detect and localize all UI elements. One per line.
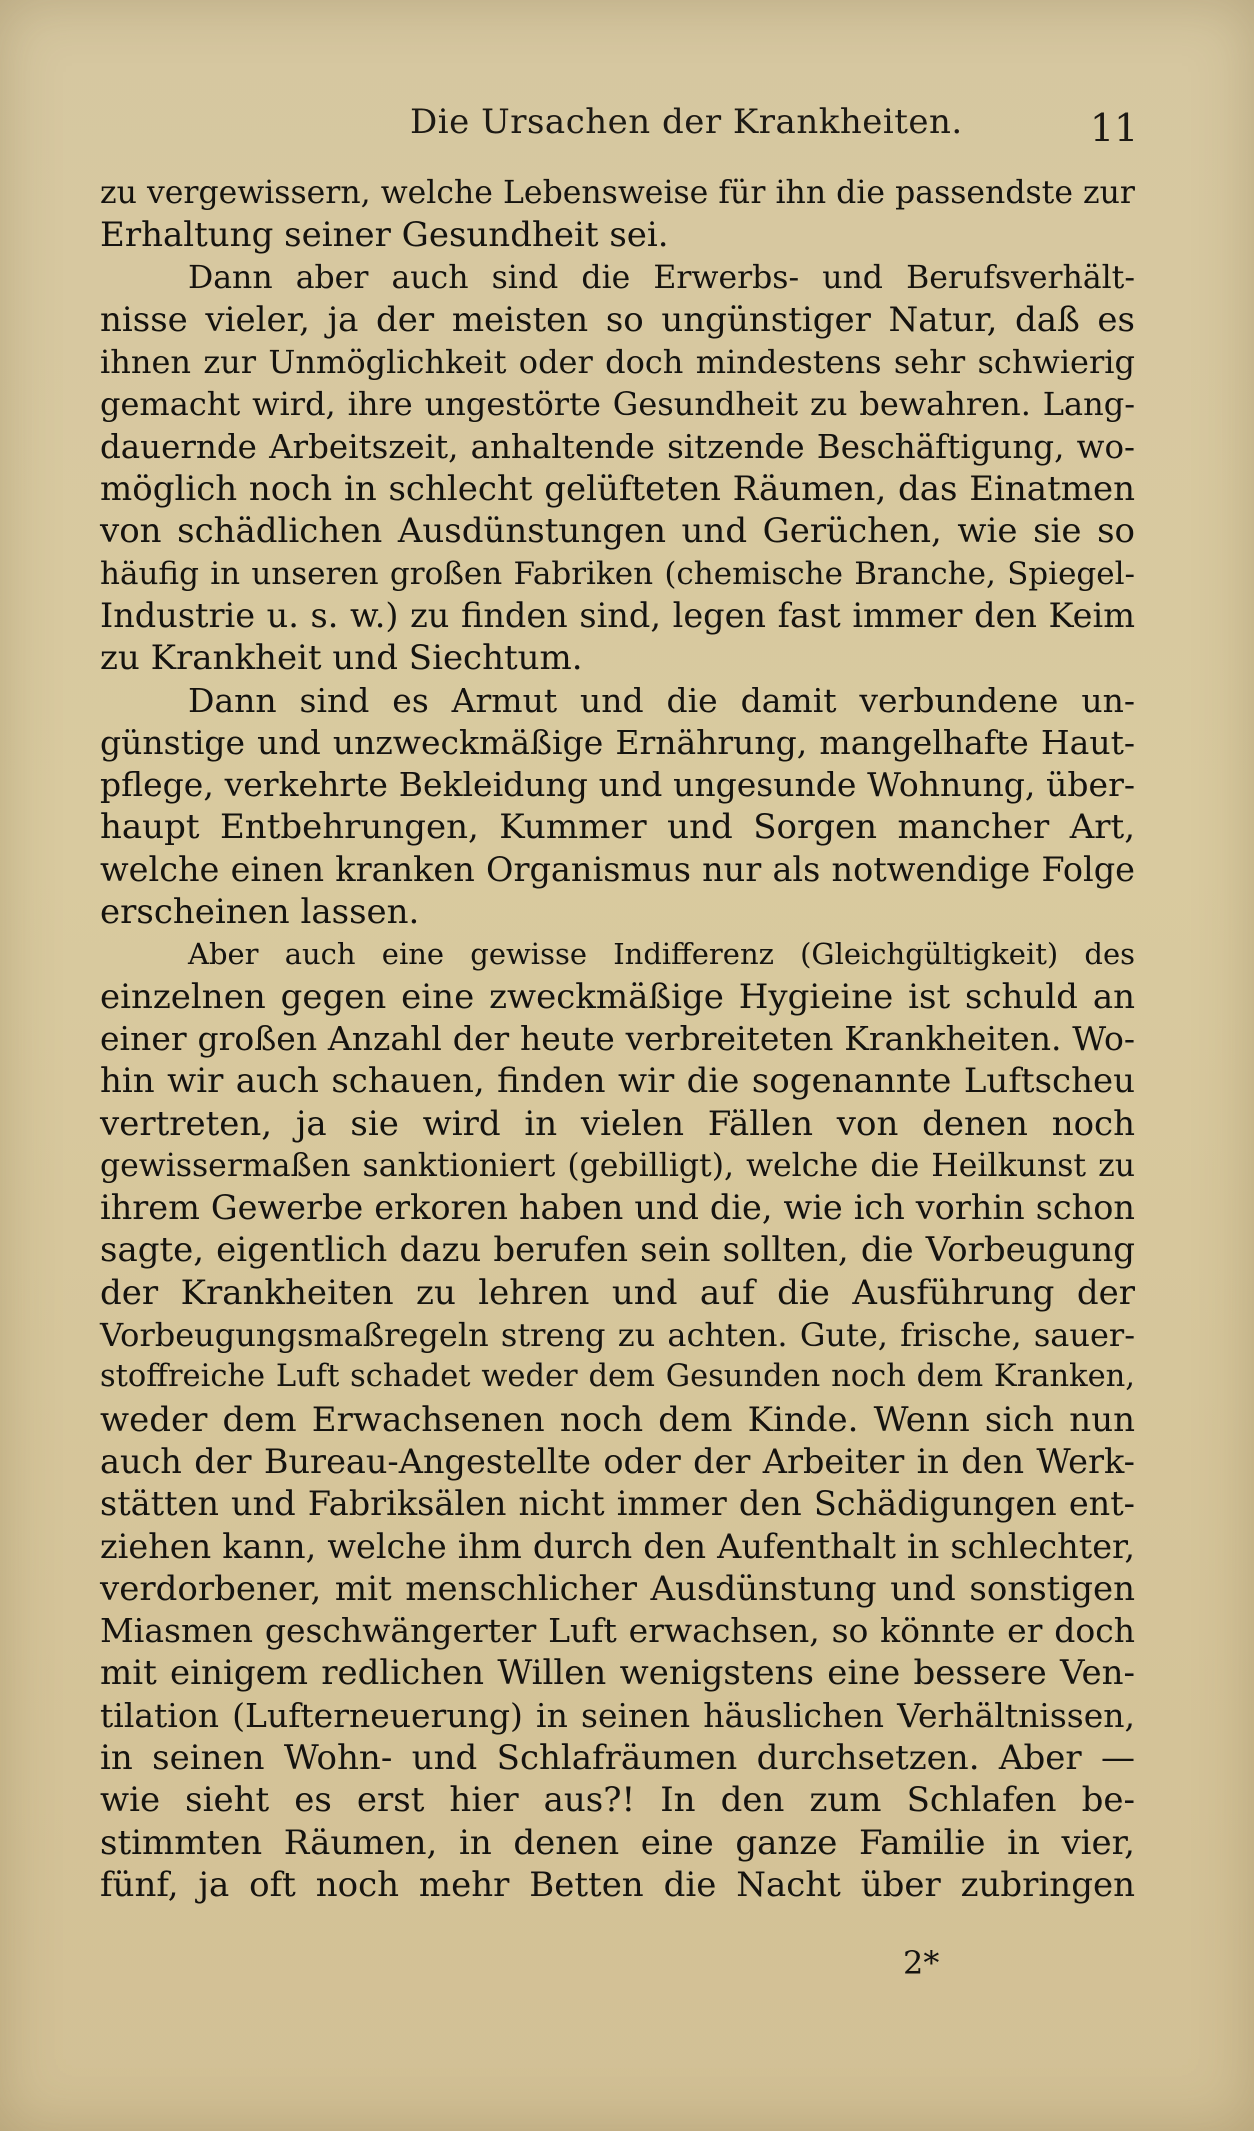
body-text [100, 172, 1135, 1906]
text-line: weder dem Erwachsenen noch dem Kinde. Wenn sich nun [100, 1399, 1135, 1440]
text-line: stimmten Räumen, in denen eine ganze Familie in vier, [100, 1822, 1135, 1863]
text-line: haupt Entbehrungen, Kummer und Sorgen mancher Art, [100, 807, 1135, 848]
running-head [0, 100, 1254, 160]
text-line: mit einigem redlichen Willen wenigstens eine bessere Ven- [100, 1653, 1135, 1694]
text-line: Aber auch eine gewisse Indifferenz (Gleichgültigkeit) des [188, 937, 1135, 972]
text-line: der Krankheiten zu lehren und auf die Ausführung der [100, 1272, 1135, 1313]
text-line: Dann sind es Armut und die damit verbundene un- [188, 680, 1135, 720]
running-title: Die Ursachen der Krankheiten. [410, 102, 963, 142]
signature-mark: 2* [903, 1944, 940, 1982]
text-line: hin wir auch schauen, finden wir die sogenannte Luftscheu [100, 1061, 1135, 1102]
text-line: Miasmen geschwängerter Luft erwachsen, so könnte er doch [100, 1611, 1135, 1651]
text-line: erscheinen lassen. [100, 892, 420, 933]
text-line: ihnen zur Unmöglichkeit oder doch mindestens sehr schwierig [100, 343, 1135, 382]
text-line: stoffreiche Luft schadet weder dem Gesunden noch dem Kranken, [100, 1359, 1135, 1395]
text-line: häufig in unseren großen Fabriken (chemische Branche, Spiegel- [100, 555, 1135, 592]
text-line: möglich noch in schlecht gelüfteten Räumen, das Einatmen [100, 469, 1135, 510]
page-number: 11 [1090, 106, 1139, 150]
text-line: Industrie u. s. w.) zu finden sind, legen fast immer den Keim [100, 595, 1135, 635]
text-line: von schädlichen Ausdünstungen und Gerüchen, wie sie so [100, 511, 1135, 552]
text-line: gemacht wird, ihre ungestörte Gesundheit zu bewahren. Lang- [100, 385, 1135, 424]
text-line: einzelnen gegen eine zweckmäßige Hygieine ist schuld an [100, 976, 1135, 1017]
text-line: zu vergewissern, welche Lebensweise für ihn die passendste zur [100, 175, 1135, 211]
text-line: pflege, verkehrte Bekleidung und ungesunde Wohnung, über- [100, 765, 1135, 805]
text-line: dauernde Arbeitszeit, anhaltende sitzende Beschäftigung, wo- [100, 427, 1135, 466]
text-line: Vorbeugungsmaßregeln streng zu achten. Gute, frische, sauer- [100, 1316, 1135, 1355]
text-line: auch der Bureau-Angestellte oder der Arbeiter in den Werk- [100, 1441, 1135, 1481]
text-line: sagte, eigentlich dazu berufen sein sollten, die Vorbeugung [100, 1230, 1135, 1271]
text-line: zu Krankheit und Siechtum. [100, 638, 583, 679]
text-line: ihrem Gewerbe erkoren haben und die, wie ich vorhin schon [100, 1188, 1135, 1228]
text-line: tilation (Lufterneuerung) in seinen häuslichen Verhältnissen, [100, 1695, 1135, 1735]
text-line: fünf, ja oft noch mehr Betten die Nacht über zubringen [100, 1864, 1135, 1905]
text-line: Dann aber auch sind die Erwerbs- und Berufsverhält- [188, 259, 1135, 296]
text-line: günstige und unzweckmäßige Ernährung, mangelhafte Haut- [100, 722, 1135, 762]
text-line: ziehen kann, welche ihm durch den Aufenthalt in schlechter, [100, 1526, 1135, 1566]
text-line: vertreten, ja sie wird in vielen Fällen von denen noch [100, 1103, 1135, 1144]
text-line: verdorbener, mit menschlicher Ausdünstung und sonstigen [100, 1568, 1135, 1609]
text-line: nisse vieler, ja der meisten so ungünstiger Natur, daß es [100, 299, 1135, 340]
text-line: wie sieht es erst hier aus?! In den zum Schlafen be- [100, 1780, 1135, 1821]
text-line: Erhaltung seiner Gesundheit sei. [100, 215, 669, 256]
text-line: gewissermaßen sanktioniert (gebilligt), welche die Heilkunst zu [100, 1147, 1135, 1184]
text-line: einer großen Anzahl der heute verbreiteten Krankheiten. Wo- [100, 1018, 1135, 1058]
text-line: welche einen kranken Organismus nur als notwendige Folge [100, 849, 1135, 889]
text-line: in seinen Wohn- und Schlafräumen durchsetzen. Aber — [100, 1737, 1135, 1778]
text-line: stätten und Fabriksälen nicht immer den Schädigungen ent- [100, 1484, 1135, 1524]
